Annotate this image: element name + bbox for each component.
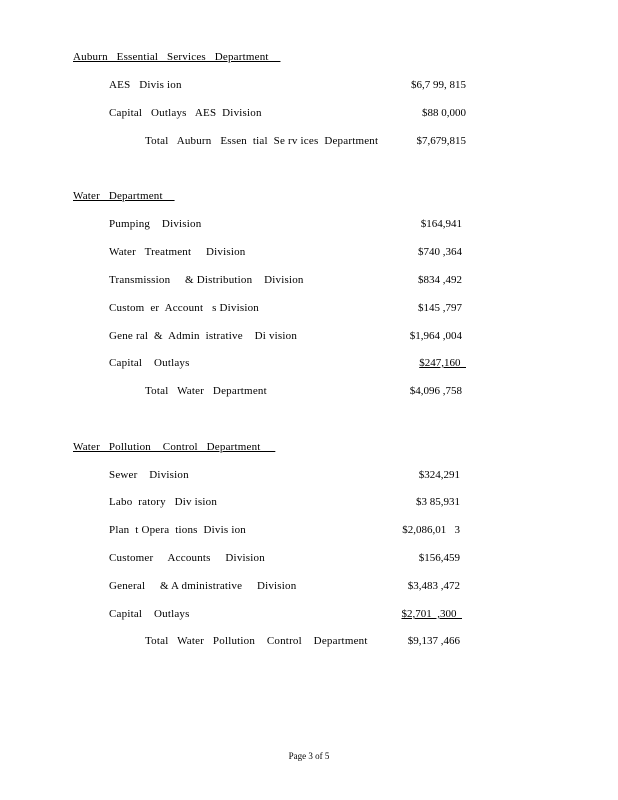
- row-label: Pumping Division: [109, 218, 202, 230]
- row-amount: $3 85,931: [416, 496, 460, 508]
- total-label: Total Water Department: [145, 385, 267, 397]
- section-heading-wpc: Water Pollution Control Department: [73, 441, 276, 453]
- row-label: Transmission & Distribution Division: [109, 274, 304, 286]
- total-amount: $7,679,815: [416, 135, 466, 147]
- row-label: Sewer Division: [109, 469, 189, 481]
- row-label: Plan t Opera tions Divis ion: [109, 524, 246, 536]
- row-amount: $145 ,797: [418, 302, 462, 314]
- row-label: Water Treatment Division: [109, 246, 246, 258]
- row-amount: $164,941: [420, 218, 462, 230]
- section-heading-aes: Auburn Essential Services Department: [73, 51, 281, 63]
- total-amount: $4,096 ,758: [409, 385, 462, 397]
- row-amount: $88 0,000: [422, 107, 466, 119]
- row-label: Customer Accounts Division: [109, 552, 265, 564]
- row-label: General & A dministrative Division: [109, 580, 297, 592]
- row-amount: $834 ,492: [418, 274, 462, 286]
- row-label: Gene ral & Admin istrative Di vision: [109, 330, 298, 342]
- row-amount: $6,7 99, 815: [411, 79, 466, 91]
- row-amount: $2,086,01 3: [402, 524, 460, 536]
- total-label: Total Water Pollution Control Department: [145, 635, 368, 647]
- page-number: Page 3 of 5: [288, 751, 330, 761]
- total-label: Total Auburn Essen tial Se rv ices Department: [145, 135, 379, 147]
- total-amount: $9,137 ,466: [407, 635, 460, 647]
- row-amount: $247,160: [419, 357, 466, 369]
- row-amount: $740 ,364: [418, 246, 462, 258]
- row-amount: $3,483 ,472: [407, 580, 460, 592]
- row-label: Capital Outlays: [109, 608, 190, 620]
- row-amount: $1,964 ,004: [409, 330, 462, 342]
- row-label: AES Divis ion: [109, 79, 182, 91]
- row-amount: $2,701 ,300: [401, 608, 462, 620]
- section-heading-water: Water Department: [73, 190, 175, 202]
- row-label: Capital Outlays: [109, 357, 190, 369]
- row-label: Labo ratory Div ision: [109, 496, 218, 508]
- row-amount: $324,291: [418, 469, 460, 481]
- row-label: Custom er Account s Division: [109, 302, 260, 314]
- row-label: Capital Outlays AES Division: [109, 107, 262, 119]
- row-amount: $156,459: [418, 552, 460, 564]
